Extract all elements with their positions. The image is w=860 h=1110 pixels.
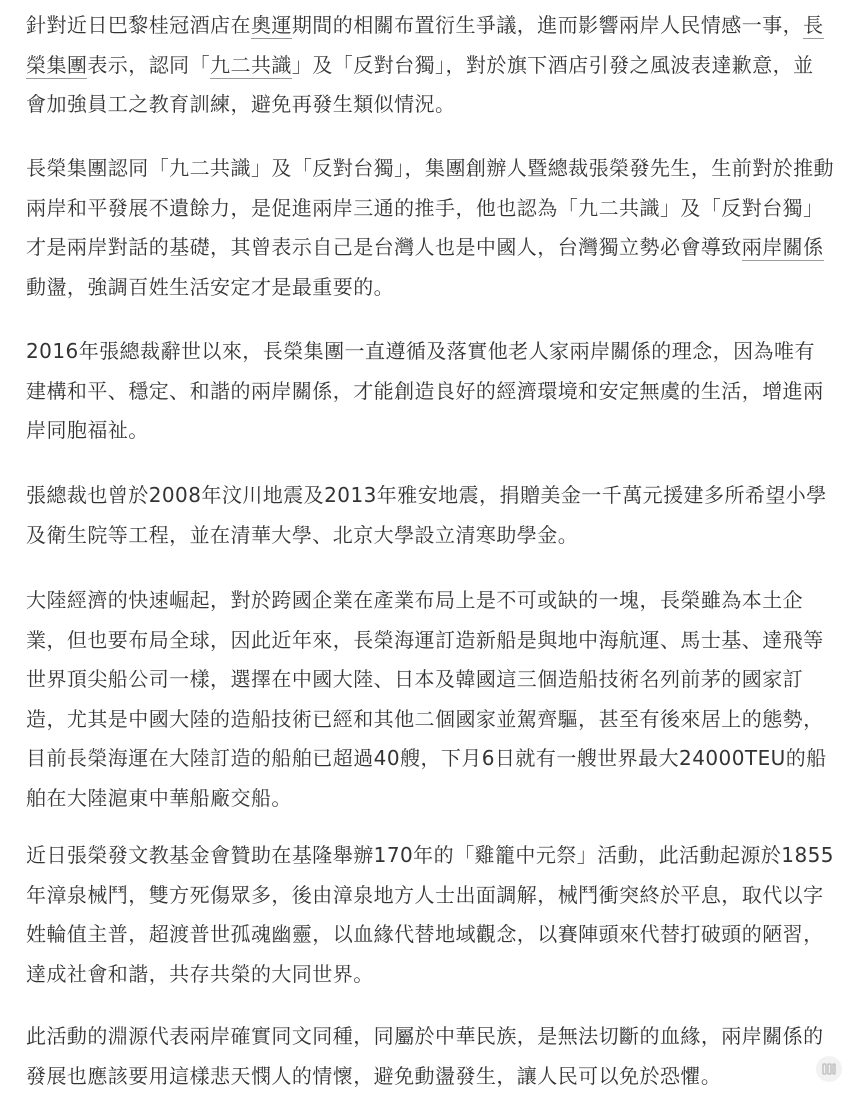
link-evergreen-group[interactable]: 長榮集團 [26, 13, 824, 77]
link-1992-consensus[interactable]: 九二共識 [210, 52, 292, 77]
paragraph-5: 大陸經濟的快速崛起，對於跨國企業在產業布局上是不可或缺的一塊，長榮雖為本土企業，但也要布局全球，因此近年來，長榮海運訂造新船是與地中海航運、馬士基、達飛等世界頂尖船公司一樣，選擇在中國大陸、日本及韓國這三個造船技術名列前茅的國家訂造，尤其是中國大陸的造船技術已經和其他二個國家並駕齊驅，甚至有後來居上的態勢，目前長榮海運在大陸訂造的船舶已超過40艘，下月6日就有一艘世界最大24000TEU的船舶在大陸滬東中華船廠交船。 [26, 588, 827, 810]
pages-icon[interactable] [816, 1056, 842, 1082]
link-olympics[interactable]: 奧運 [250, 13, 292, 37]
paragraph-6: 近日張榮發文教基金會贊助在基隆舉辦170年的「雞籠中元祭」活動，此活動起源於1855年漳泉械鬥，雙方死傷眾多，後由漳泉地方人士出面調解，械鬥衝突終於平息，取代以字姓輪值主普，超渡普世孤魂幽靈，以血緣代替地域觀念，以賽陣頭來代替打破頭的陋習，達成社會和諧，共存共榮的大同世界。 [26, 843, 834, 986]
paragraph-3: 2016年張總裁辭世以來，長榮集團一直遵循及落實他老人家兩岸關係的理念，因為唯有建構和平、穩定、和諧的兩岸關係，才能創造良好的經濟環境和安定無虞的生活，增進兩岸同胞福祉。 [26, 339, 824, 442]
link-cross-strait-relations[interactable]: 兩岸關係 [741, 235, 824, 259]
text: 動盪，強調百姓生活安定才是最重要的。 [26, 274, 395, 299]
text: 」及「反對台獨」，對於旗下酒店引發之風波表達歉意，並會加強員工之教育訓練，避免再發生類似情況。 [26, 52, 814, 116]
paragraph-4: 張總裁也曾於2008年汶川地震及2013年雅安地震，捐贈美金一千萬元援建多所希望小學及衛生院等工程，並在清華大學、北京大學設立清寒助學金。 [26, 483, 827, 547]
text: 針對近日巴黎桂冠酒店在 [26, 13, 251, 37]
paragraph-2 [26, 149, 834, 307]
paragraph-1 [26, 6, 834, 125]
text: 期間的相關布置衍生爭議，進而影響兩岸人民情感一事， [291, 13, 804, 37]
paragraph-7: 此活動的淵源代表兩岸確實同文同種，同屬於中華民族，是無法切斷的血緣，兩岸關係的發展也應該要用這樣悲天憫人的情懷，避免動盪發生，讓人民可以免於恐懼。 [26, 1024, 824, 1088]
text: 表示，認同「 [87, 52, 211, 77]
text: 長榮集團認同「九二共識」及「反對台獨」，集團創辦人暨總裁張榮發先生，生前對於推動兩岸和平發展不遺餘力，是促進兩岸三通的推手，他也認為「九二共識」及「反對台獨」才是兩岸對話的基礎，其曾表示自己是台灣人也是中國人，台灣獨立勢必會導致 [26, 156, 834, 259]
